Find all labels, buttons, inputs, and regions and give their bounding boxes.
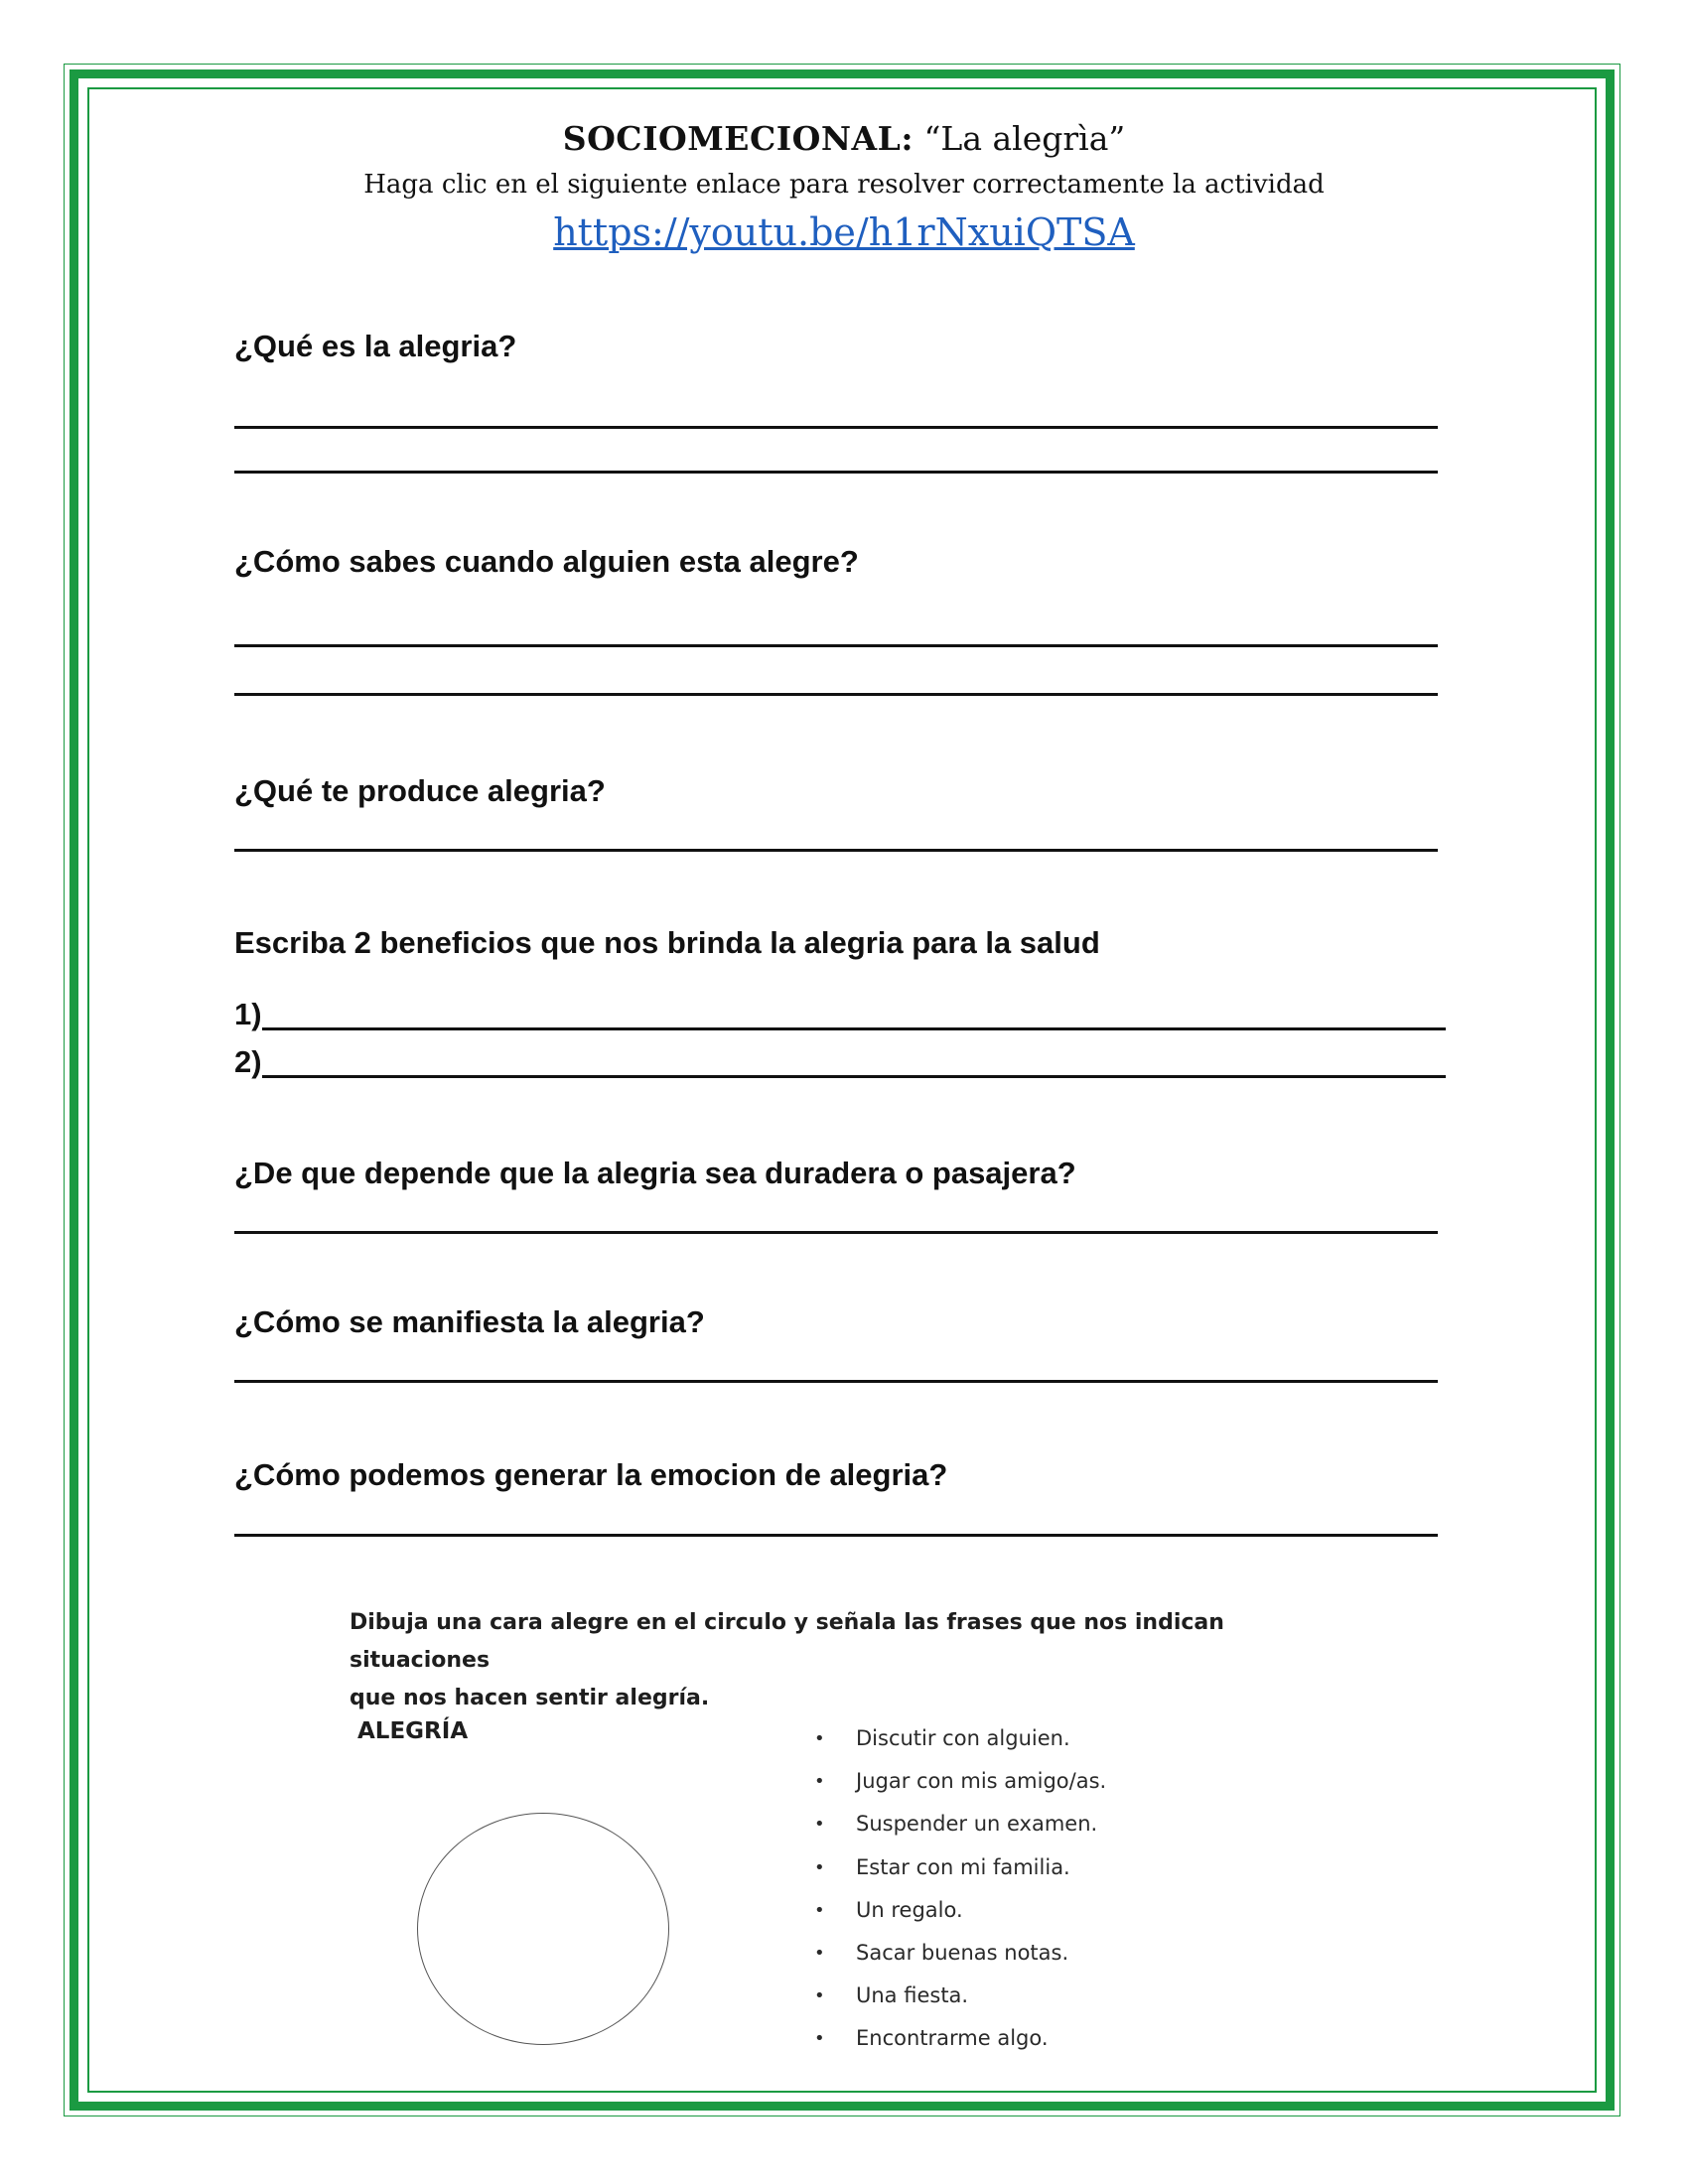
phrase-text: Estar con mi familia. bbox=[856, 1854, 1070, 1879]
item-number-2: 2) bbox=[234, 1044, 262, 1079]
phrase-text: Discutir con alguien. bbox=[856, 1726, 1070, 1750]
question-7: ¿Cómo podemos generar la emocion de alegria? bbox=[234, 1457, 948, 1492]
phrase-item[interactable] bbox=[814, 2017, 1106, 2060]
phrase-text: Un regalo. bbox=[856, 1897, 963, 1922]
bullet-icon: • bbox=[814, 1856, 825, 1878]
item-number-1: 1) bbox=[234, 997, 262, 1031]
worksheet-header bbox=[0, 117, 1688, 258]
title-subject: SOCIOMECIONAL: bbox=[562, 119, 914, 158]
bullet-icon: • bbox=[814, 1771, 825, 1793]
activity-instruction bbox=[350, 1604, 1342, 1717]
title-topic: “La alegrìa” bbox=[914, 119, 1126, 158]
answer-line-2[interactable] bbox=[262, 1075, 1446, 1078]
answer-line[interactable] bbox=[234, 1534, 1438, 1537]
alegria-label: ALEGRÍA bbox=[357, 1718, 469, 1744]
phrase-text: Jugar con mis amigo/as. bbox=[856, 1769, 1107, 1794]
question-3: ¿Qué te produce alegria? bbox=[234, 773, 606, 808]
phrase-text: Encontrarme algo. bbox=[856, 2026, 1049, 2051]
question-1: ¿Qué es la alegria? bbox=[234, 329, 517, 363]
activity-instruction-line-2: que nos hacen sentir alegría. bbox=[350, 1686, 710, 1710]
answer-line[interactable] bbox=[234, 849, 1438, 852]
answer-line[interactable] bbox=[234, 644, 1438, 647]
bullet-icon: • bbox=[814, 1899, 825, 1921]
bullet-icon: • bbox=[814, 1985, 825, 2007]
question-2: ¿Cómo sabes cuando alguien esta alegre? bbox=[234, 544, 859, 579]
phrase-text: Suspender un examen. bbox=[856, 1812, 1098, 1837]
phrase-item[interactable] bbox=[814, 1760, 1106, 1803]
question-6: ¿Cómo se manifiesta la alegria? bbox=[234, 1304, 705, 1339]
answer-line[interactable] bbox=[234, 471, 1438, 474]
phrase-item[interactable] bbox=[814, 1846, 1106, 1889]
bullet-icon: • bbox=[814, 1728, 825, 1749]
phrase-item[interactable] bbox=[814, 1803, 1106, 1845]
phrase-item[interactable] bbox=[814, 1717, 1106, 1760]
answer-line[interactable] bbox=[234, 1231, 1438, 1234]
answer-line[interactable] bbox=[234, 426, 1438, 429]
phrase-item[interactable] bbox=[814, 1932, 1106, 1975]
phrase-text: Una fiesta. bbox=[856, 1983, 969, 2008]
instruction-text: Haga clic en el siguiente enlace para resolver correctamente la actividad bbox=[363, 170, 1325, 200]
phrase-text: Sacar buenas notas. bbox=[856, 1940, 1069, 1965]
phrase-list bbox=[814, 1717, 1106, 2061]
bullet-icon: • bbox=[814, 1942, 825, 1964]
bullet-icon: • bbox=[814, 1814, 825, 1836]
answer-line[interactable] bbox=[234, 693, 1438, 696]
activity-instruction-line-1: Dibuja una cara alegre en el circulo y señala las frases que nos indican situaciones bbox=[350, 1610, 1224, 1673]
phrase-item[interactable] bbox=[814, 1975, 1106, 2017]
question-4: Escriba 2 beneficios que nos brinda la alegria para la salud bbox=[234, 925, 1100, 960]
answer-line[interactable] bbox=[234, 1380, 1438, 1383]
phrase-item[interactable] bbox=[814, 1889, 1106, 1932]
page-title bbox=[0, 117, 1688, 161]
bullet-icon: • bbox=[814, 2028, 825, 2050]
answer-line-1[interactable] bbox=[262, 1027, 1446, 1030]
drawing-circle[interactable] bbox=[417, 1813, 669, 2045]
question-5: ¿De que depende que la alegria sea duradera o pasajera? bbox=[234, 1156, 1076, 1190]
video-link[interactable]: https://youtu.be/h1rNxuiQTSA bbox=[553, 210, 1135, 254]
